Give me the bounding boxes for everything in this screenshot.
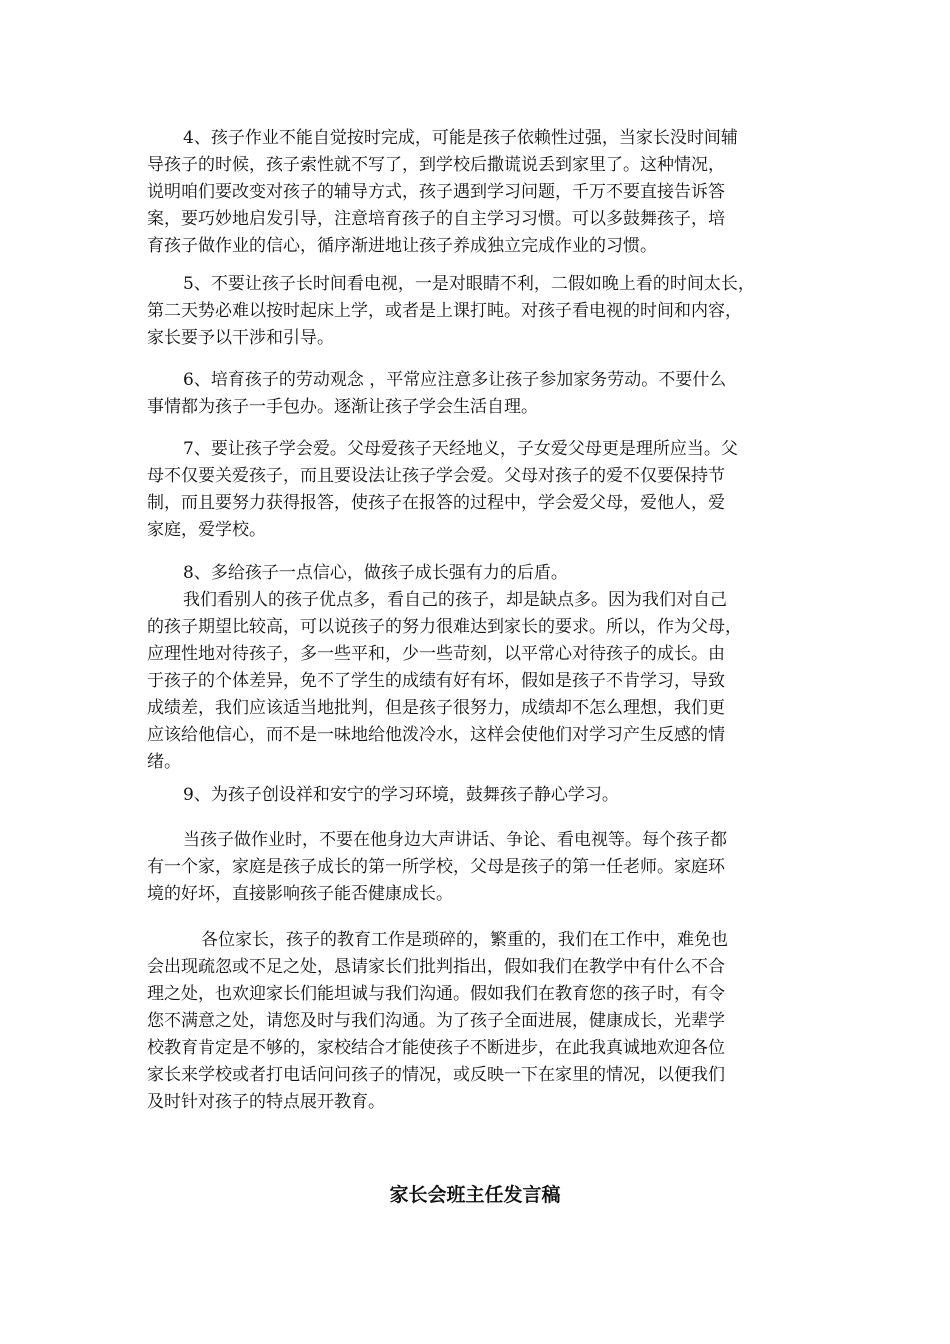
document-title: 家长会班主任发言稿 <box>389 1184 561 1206</box>
text-line: 家长来学校或者打电话问问孩子的情况，或反映一下在家里的情况，以便我们 <box>147 1065 725 1085</box>
text-line: 育孩子做作业的信心，循序渐进地让孩子养成独立完成作业的习惯。 <box>147 236 657 256</box>
text-line: 的孩子期望比较高，可以说孩子的努力很难达到家长的要求。所以，作为父母， <box>147 617 742 637</box>
paragraph-5-television <box>147 271 755 352</box>
text-line: 于孩子的个体差异，免不了学生的成绩有好有坏，假如是孩子不肯学习，导致 <box>147 671 725 691</box>
text-line: 导孩子的时候，孩子索性就不写了，到学校后撒谎说丢到家里了。这种情况， <box>147 155 725 175</box>
paragraph-7-love <box>147 436 738 544</box>
text-line: 我们看别人的孩子优点多，看自己的孩子，却是缺点多。因为我们对自己 <box>183 590 727 610</box>
paragraph-6-labor <box>147 367 726 421</box>
text-line: 7、要让孩子学会爱。父母爱孩子天经地义，子女爱父母更是理所应当。父 <box>183 439 738 459</box>
text-line: 说明咱们要改变对孩子的辅导方式，孩子遇到学习问题，千万不要直接告诉答 <box>147 182 725 202</box>
text-line: 制，而且要努力获得报答，使孩子在报答的过程中，学会爱父母，爱他人，爱 <box>147 493 725 513</box>
text-line: 理之处，也欢迎家长们能坦诚与我们沟通。假如我们在教育您的孩子时，有令 <box>147 984 725 1004</box>
text-line: 应理性地对待孩子，多一些平和，少一些苛刻，以平常心对待孩子的成长。由 <box>147 644 725 664</box>
text-line: 校教育肯定是不够的，家校结合才能使孩子不断进步，在此我真诚地欢迎各位 <box>147 1038 725 1058</box>
text-line: 母不仅要关爱孩子，而且要设法让孩子学会爱。父母对孩子的爱不仅要保持节 <box>147 466 725 486</box>
text-line: 事情都为孩子一手包办。逐渐让孩子学会生活自理。 <box>147 397 538 417</box>
text-line: 8、多给孩子一点信心，做孩子成长强有力的后盾。 <box>183 563 568 583</box>
text-line: 9、为孩子创设祥和安宁的学习环境，鼓舞孩子静心学习。 <box>183 785 619 805</box>
text-line: 会出现疏忽或不足之处，恳请家长们批判指出，假如我们在教学中有什么不合 <box>147 957 725 977</box>
text-line: 及时针对孩子的特点展开教育。 <box>147 1092 385 1112</box>
text-line: 您不满意之处，请您及时与我们沟通。为了孩子全面进展，健康成长，光辈学 <box>147 1011 725 1031</box>
text-line: 当孩子做作业时，不要在他身边大声讲话、争论、看电视等。每个孩子都 <box>183 830 727 850</box>
text-line: 5、不要让孩子长时间看电视，一是对眼睛不利，二假如晚上看的时间太长， <box>183 274 755 294</box>
paragraph-homework-quiet <box>147 827 727 908</box>
text-line: 应该给他信心，而不是一味地给他泼冷水，这样会使他们对学习产生反感的情 <box>147 725 725 745</box>
paragraph-closing-remarks <box>147 927 728 1116</box>
paragraph-9-environment <box>147 782 619 809</box>
text-line: 各位家长，孩子的教育工作是琐碎的，繁重的，我们在工作中，难免也 <box>201 930 728 950</box>
paragraph-4-homework <box>147 125 738 260</box>
paragraph-8-confidence <box>147 560 742 776</box>
text-line: 6、培育孩子的劳动观念 ，平常应注意多让孩子参加家务劳动。不要什么 <box>183 370 727 390</box>
text-line: 家庭，爱学校。 <box>147 520 266 540</box>
text-line: 案，要巧妙地启发引导，注意培育孩子的自主学习习惯。可以多鼓舞孩子，培 <box>147 209 725 229</box>
text-line: 境的好坏，直接影响孩子能否健康成长。 <box>147 884 453 904</box>
text-line: 家长要予以干涉和引导。 <box>147 328 334 348</box>
text-line: 第二天势必难以按时起床上学，或者是上课打盹。对孩子看电视的时间和内容， <box>147 301 742 321</box>
text-line: 绪。 <box>147 752 181 772</box>
text-line: 成绩差，我们应该适当地批判，但是孩子很努力，成绩却不怎么理想，我们更 <box>147 698 725 718</box>
text-line: 有一个家，家庭是孩子成长的第一所学校，父母是孩子的第一任老师。家庭环 <box>147 857 725 877</box>
text-line: 4、孩子作业不能自觉按时完成，可能是孩子依赖性过强，当家长没时间辅 <box>183 128 738 148</box>
